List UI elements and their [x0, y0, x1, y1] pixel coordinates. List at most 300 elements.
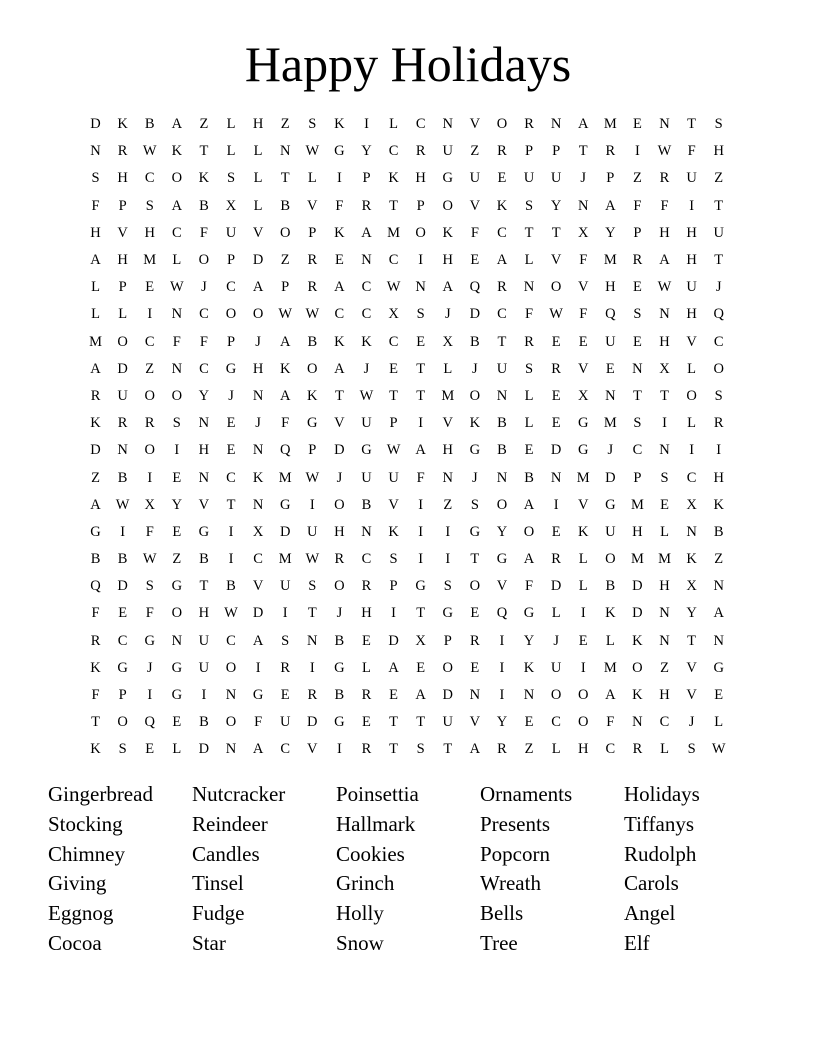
grid-row: [82, 111, 734, 138]
grid-letter: J: [715, 279, 722, 296]
grid-letter: L: [253, 143, 263, 160]
grid-letter: E: [660, 496, 669, 513]
grid-letter: E: [334, 252, 344, 269]
grid-letter: L: [578, 551, 588, 568]
grid-letter: U: [713, 224, 724, 241]
grid-letter: G: [225, 360, 237, 377]
grid-row: [82, 165, 734, 192]
grid-letter: M: [278, 551, 292, 568]
grid-letter: U: [469, 170, 481, 187]
grid-letter: J: [363, 360, 370, 377]
grid-letter: Z: [280, 116, 290, 133]
grid-letter: N: [171, 632, 183, 649]
grid-letter: D: [252, 252, 264, 269]
grid-letter: T: [226, 496, 236, 513]
grid-letter: W: [305, 143, 320, 160]
word-list-item: Fudge: [192, 901, 245, 926]
grid-letter: Z: [145, 360, 155, 377]
grid-letter: A: [171, 197, 183, 214]
grid-letter: R: [415, 143, 426, 160]
grid-letter: W: [305, 551, 320, 568]
grid-letter: I: [309, 496, 315, 513]
grid-letter: T: [389, 387, 398, 404]
grid-letter: N: [686, 523, 697, 540]
grid-letter: O: [252, 306, 264, 323]
grid-letter: L: [362, 659, 371, 676]
grid-letter: F: [525, 306, 534, 323]
grid-letter: N: [252, 442, 264, 459]
grid-letter: Z: [199, 116, 209, 133]
grid-letter: H: [686, 306, 697, 323]
grid-letter: N: [307, 632, 318, 649]
grid-letter: N: [713, 632, 724, 649]
grid-letter: H: [252, 360, 264, 377]
grid-letter: K: [496, 197, 508, 214]
grid-letter: X: [388, 306, 399, 323]
grid-letter: D: [632, 578, 643, 595]
grid-letter: O: [225, 306, 237, 323]
grid-letter: D: [469, 306, 481, 323]
grid-letter: I: [580, 605, 586, 622]
grid-letter: A: [334, 279, 345, 296]
grid-letter: L: [172, 741, 182, 758]
grid-letter: Q: [90, 578, 101, 595]
grid-letter: W: [386, 279, 401, 296]
grid-letter: J: [580, 170, 587, 187]
grid-letter: B: [713, 523, 724, 540]
grid-letter: T: [470, 551, 480, 568]
grid-letter: S: [145, 197, 154, 214]
grid-letter: W: [169, 279, 184, 296]
grid-letter: R: [524, 116, 534, 133]
grid-letter: L: [226, 143, 236, 160]
grid-letter: T: [334, 387, 344, 404]
grid-letter: D: [117, 360, 128, 377]
grid-letter: W: [142, 143, 157, 160]
grid-letter: J: [444, 306, 451, 323]
grid-letter: R: [144, 415, 155, 432]
grid-letter: U: [605, 333, 616, 350]
grid-letter: G: [334, 143, 345, 160]
grid-letter: G: [605, 496, 616, 513]
grid-letter: E: [578, 333, 588, 350]
grid-letter: O: [686, 387, 697, 404]
grid-letter: F: [281, 415, 290, 432]
grid-letter: R: [551, 360, 561, 377]
grid-letter: J: [688, 714, 695, 731]
grid-letter: E: [416, 659, 426, 676]
grid-letter: G: [279, 496, 291, 513]
grid-letter: P: [362, 170, 371, 187]
grid-letter: C: [497, 306, 507, 323]
grid-letter: Y: [171, 496, 183, 513]
grid-letter: E: [226, 442, 236, 459]
grid-letter: I: [147, 687, 153, 704]
grid-letter: N: [171, 306, 183, 323]
grid-letter: V: [496, 578, 508, 595]
grid-letter: E: [470, 605, 480, 622]
grid-letter: B: [199, 714, 209, 731]
word-list-item: Nutcracker: [192, 782, 286, 806]
grid-row: [82, 437, 734, 464]
word-list-item: Popcorn: [480, 841, 550, 866]
grid-letter: N: [496, 469, 508, 486]
grid-letter: E: [280, 687, 290, 704]
grid-letter: E: [632, 116, 642, 133]
grid-letter: A: [415, 442, 426, 459]
grid-letter: T: [578, 143, 588, 160]
grid-letter: T: [389, 741, 398, 758]
grid-letter: L: [551, 605, 561, 622]
grid-letter: M: [278, 469, 292, 486]
grid-letter: P: [606, 170, 615, 187]
grid-letter: H: [659, 578, 670, 595]
grid-letter: R: [307, 279, 318, 296]
grid-row: [82, 709, 734, 736]
grid-letter: J: [336, 469, 343, 486]
grid-letter: R: [605, 143, 616, 160]
grid-row: [82, 736, 734, 763]
word-list-item: Wreath: [480, 871, 541, 896]
grid-letter: G: [469, 442, 481, 459]
grid-letter: C: [171, 224, 182, 241]
grid-letter: L: [524, 387, 534, 404]
grid-letter: B: [280, 197, 291, 214]
grid-letter: M: [603, 659, 617, 676]
grid-letter: I: [445, 523, 451, 540]
grid-letter: C: [415, 116, 426, 133]
grid-letter: C: [713, 333, 724, 350]
grid-letter: I: [201, 687, 207, 704]
grid-letter: E: [524, 442, 534, 459]
grid-letter: N: [117, 442, 128, 459]
grid-letter: Q: [144, 714, 155, 731]
grid-letter: I: [336, 741, 342, 758]
grid-row: [82, 383, 734, 410]
grid-letter: U: [279, 714, 291, 731]
grid-letter: U: [279, 578, 291, 595]
grid-letter: G: [252, 687, 264, 704]
grid-letter: U: [550, 170, 562, 187]
grid-letter: P: [226, 252, 236, 269]
grid-letter: G: [144, 632, 155, 649]
grid-letter: G: [171, 659, 183, 676]
grid-letter: E: [389, 360, 398, 377]
grid-letter: V: [307, 741, 318, 758]
grid-letter: R: [632, 252, 643, 269]
grid-letter: I: [391, 605, 396, 622]
grid-letter: H: [577, 741, 589, 758]
grid-letter: G: [90, 523, 101, 540]
grid-letter: F: [199, 224, 208, 241]
grid-letter: J: [228, 387, 234, 404]
grid-letter: O: [550, 687, 562, 704]
grid-letter: V: [307, 197, 318, 214]
grid-letter: R: [280, 659, 291, 676]
grid-letter: K: [686, 551, 697, 568]
grid-letter: W: [657, 143, 672, 160]
grid-letter: N: [442, 469, 453, 486]
grid-letter: Y: [550, 197, 562, 214]
grid-letter: B: [470, 333, 480, 350]
grid-letter: E: [172, 714, 182, 731]
grid-letter: S: [226, 170, 236, 187]
grid-letter: G: [577, 415, 589, 432]
grid-letter: I: [499, 632, 505, 649]
grid-letter: T: [687, 116, 697, 133]
grid-letter: S: [633, 306, 642, 323]
grid-letter: K: [334, 116, 345, 133]
word-list-item: Grinch: [336, 871, 395, 896]
grid-letter: K: [117, 116, 128, 133]
grid-letter: R: [90, 387, 101, 404]
grid-letter: K: [361, 333, 372, 350]
grid-letter: Z: [91, 469, 100, 486]
word-list-item: Poinsettia: [336, 782, 419, 806]
grid-letter: R: [361, 687, 372, 704]
word-list-item: Presents: [480, 811, 550, 836]
grid-letter: N: [577, 197, 589, 214]
grid-letter: H: [198, 605, 210, 622]
grid-row: [82, 301, 734, 328]
grid-row: [82, 600, 734, 627]
grid-letter: I: [418, 252, 424, 269]
grid-letter: C: [659, 714, 670, 731]
grid-letter: P: [416, 197, 425, 214]
grid-letter: H: [632, 523, 643, 540]
grid-letter: S: [443, 578, 452, 595]
grid-letter: B: [117, 469, 128, 486]
grid-letter: D: [550, 442, 562, 459]
grid-letter: M: [387, 224, 401, 241]
grid-letter: V: [469, 116, 481, 133]
grid-letter: U: [442, 143, 453, 160]
grid-letter: B: [199, 197, 209, 214]
grid-letter: V: [117, 224, 128, 241]
grid-row: [82, 655, 734, 682]
grid-row: [82, 329, 734, 356]
grid-letter: E: [172, 469, 182, 486]
grid-letter: V: [469, 714, 481, 731]
grid-letter: T: [199, 578, 209, 595]
grid-letter: U: [496, 360, 508, 377]
grid-letter: Z: [632, 170, 642, 187]
grid-letter: P: [389, 415, 398, 432]
grid-letter: N: [469, 687, 481, 704]
grid-letter: N: [415, 279, 426, 296]
grid-letter: M: [603, 415, 617, 432]
grid-letter: N: [496, 387, 508, 404]
grid-letter: N: [198, 415, 210, 432]
grid-letter: F: [660, 197, 669, 214]
grid-letter: L: [687, 415, 697, 432]
grid-letter: H: [659, 687, 670, 704]
grid-letter: O: [117, 714, 128, 731]
grid-letter: G: [496, 551, 508, 568]
grid-letter: E: [551, 415, 561, 432]
grid-letter: I: [228, 523, 234, 540]
grid-letter: O: [334, 496, 345, 513]
grid-letter: A: [577, 116, 589, 133]
grid-letter: G: [334, 659, 345, 676]
grid-letter: L: [443, 360, 453, 377]
grid-letter: Z: [443, 496, 453, 513]
grid-letter: G: [198, 523, 210, 540]
grid-letter: V: [577, 360, 589, 377]
grid-letter: H: [415, 170, 426, 187]
grid-letter: K: [632, 687, 643, 704]
grid-letter: N: [523, 687, 535, 704]
grid-letter: E: [145, 741, 155, 758]
grid-letter: I: [336, 170, 342, 187]
grid-letter: H: [713, 469, 724, 486]
grid-letter: A: [252, 279, 264, 296]
grid-letter: C: [253, 551, 263, 568]
grid-letter: S: [145, 578, 154, 595]
grid-letter: O: [144, 387, 155, 404]
grid-letter: M: [441, 387, 455, 404]
grid-letter: D: [252, 605, 264, 622]
grid-letter: W: [657, 279, 672, 296]
grid-letter: P: [118, 197, 127, 214]
grid-letter: J: [255, 415, 261, 432]
grid-letter: U: [442, 714, 453, 731]
grid-letter: N: [659, 442, 670, 459]
grid-letter: P: [389, 578, 398, 595]
word-list-item: Cookies: [336, 841, 405, 866]
grid-letter: R: [90, 632, 101, 649]
grid-letter: J: [472, 469, 478, 486]
grid-letter: H: [713, 143, 724, 160]
grid-letter: V: [577, 279, 589, 296]
grid-letter: I: [255, 659, 261, 676]
grid-letter: L: [172, 252, 182, 269]
grid-letter: O: [605, 551, 616, 568]
grid-letter: V: [686, 687, 697, 704]
grid-letter: N: [361, 252, 372, 269]
grid-letter: L: [578, 578, 588, 595]
grid-letter: B: [497, 415, 507, 432]
grid-letter: E: [362, 714, 371, 731]
grid-row: [82, 628, 734, 655]
word-list-item: Gingerbread: [48, 782, 153, 806]
grid-letter: U: [523, 170, 535, 187]
grid-letter: R: [307, 687, 318, 704]
grid-letter: V: [198, 496, 210, 513]
grid-letter: T: [416, 605, 426, 622]
grid-letter: N: [605, 387, 616, 404]
grid-letter: N: [225, 687, 237, 704]
grid-letter: B: [334, 687, 345, 704]
grid-letter: B: [144, 116, 155, 133]
grid-letter: K: [279, 360, 291, 377]
grid-letter: G: [171, 687, 183, 704]
grid-letter: L: [687, 360, 697, 377]
grid-letter: R: [497, 143, 507, 160]
grid-letter: J: [607, 442, 614, 459]
grid-letter: N: [523, 279, 535, 296]
grid-letter: O: [117, 333, 128, 350]
grid-letter: F: [172, 333, 181, 350]
grid-letter: G: [307, 415, 318, 432]
grid-letter: T: [551, 224, 561, 241]
grid-letter: O: [496, 116, 508, 133]
page-title: Happy Holidays: [244, 36, 572, 92]
grid-letter: L: [551, 741, 561, 758]
grid-letter: R: [659, 170, 670, 187]
grid-letter: I: [120, 523, 126, 540]
grid-letter: Y: [605, 224, 616, 241]
grid-letter: I: [418, 551, 424, 568]
grid-letter: P: [443, 632, 452, 649]
grid-letter: I: [418, 523, 424, 540]
grid-letter: F: [145, 523, 154, 540]
grid-letter: A: [279, 333, 291, 350]
grid-letter: D: [442, 687, 453, 704]
grid-letter: O: [225, 659, 237, 676]
grid-letter: S: [416, 306, 425, 323]
grid-letter: S: [660, 469, 669, 486]
grid-letter: C: [199, 306, 209, 323]
grid-letter: D: [279, 523, 291, 540]
grid-letter: Z: [660, 659, 669, 676]
grid-letter: J: [146, 659, 153, 676]
word-list-item: Tiffanys: [624, 811, 695, 836]
grid-letter: S: [633, 415, 642, 432]
grid-letter: S: [470, 496, 479, 513]
grid-letter: C: [226, 279, 236, 296]
grid-letter: B: [117, 551, 128, 568]
grid-letter: E: [605, 360, 615, 377]
grid-letter: K: [171, 143, 183, 160]
grid-letter: F: [91, 605, 100, 622]
grid-letter: A: [279, 387, 291, 404]
grid-letter: N: [252, 387, 264, 404]
grid-letter: N: [659, 306, 670, 323]
grid-letter: C: [226, 632, 236, 649]
word-list-item: Stocking: [48, 811, 123, 836]
grid-letter: S: [118, 741, 127, 758]
grid-letter: L: [524, 252, 534, 269]
grid-letter: W: [305, 469, 320, 486]
grid-letter: N: [550, 116, 562, 133]
word-list-item: Holly: [336, 901, 384, 926]
grid-letter: N: [225, 741, 237, 758]
grid-letter: R: [524, 333, 534, 350]
grid-letter: A: [605, 687, 616, 704]
grid-letter: J: [553, 632, 559, 649]
grid-letter: N: [632, 360, 643, 377]
grid-letter: A: [523, 496, 535, 513]
word-list-item: Candles: [192, 841, 260, 866]
grid-letter: U: [198, 659, 210, 676]
grid-letter: Q: [713, 306, 724, 323]
grid-letter: Z: [524, 741, 534, 758]
grid-letter: W: [386, 442, 401, 459]
grid-letter: N: [90, 143, 101, 160]
grid-letter: S: [714, 387, 723, 404]
grid-letter: X: [442, 333, 453, 350]
grid-letter: C: [388, 333, 399, 350]
grid-letter: T: [687, 632, 697, 649]
grid-letter: U: [307, 523, 318, 540]
letter-grid: [82, 111, 734, 764]
grid-letter: N: [659, 116, 670, 133]
grid-letter: K: [442, 224, 453, 241]
grid-row: [82, 519, 734, 546]
grid-letter: F: [579, 252, 588, 269]
word-list-item: Hallmark: [336, 811, 416, 836]
